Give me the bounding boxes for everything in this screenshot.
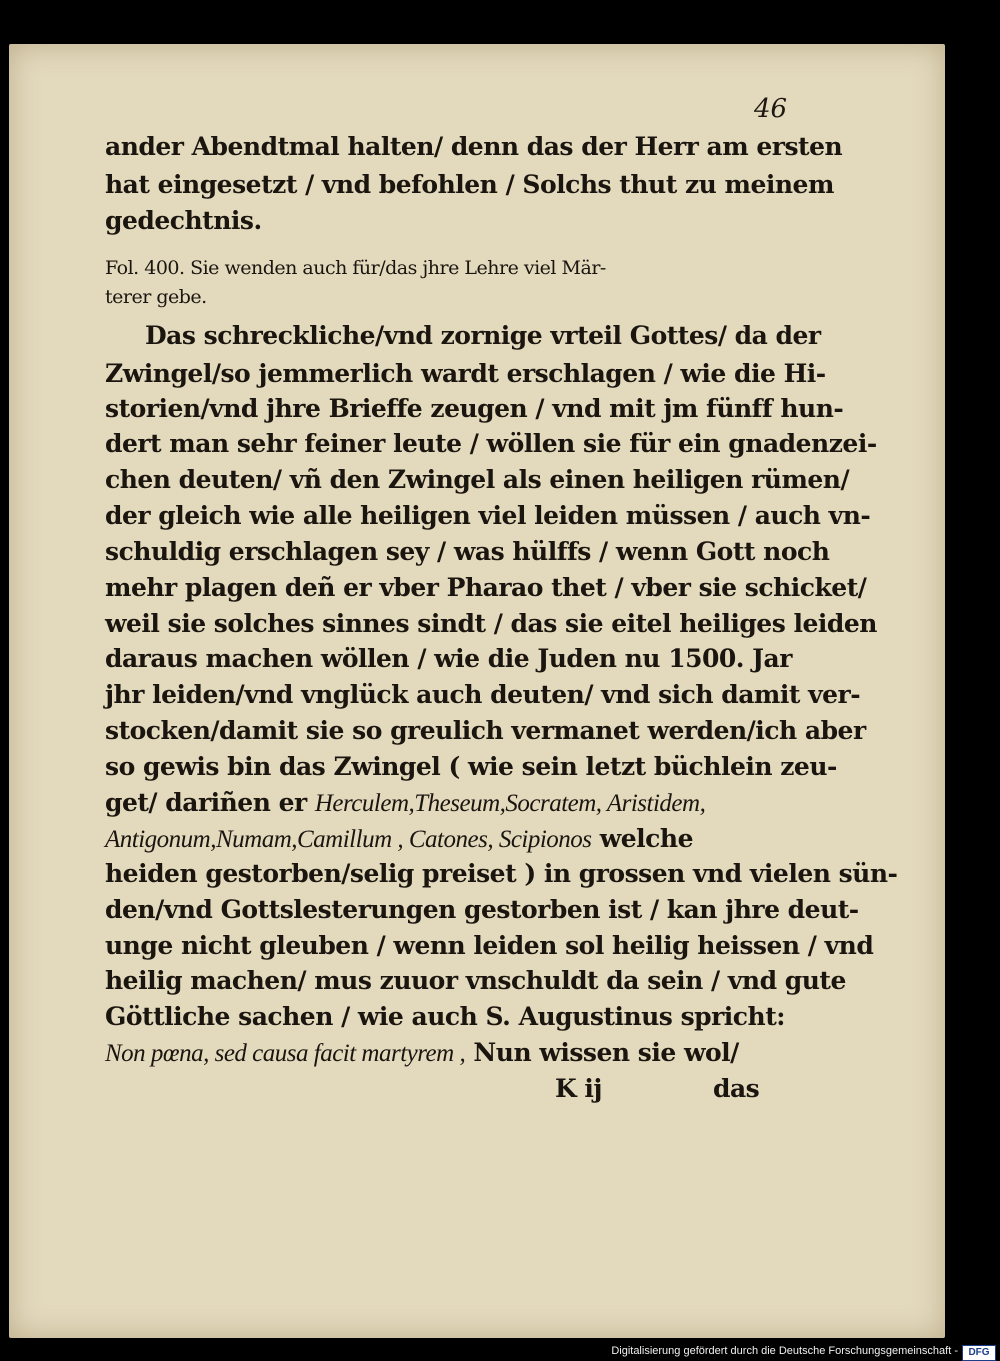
dfg-logo: DFG (962, 1345, 996, 1361)
text-line (105, 1038, 739, 1068)
text-segment: Nun wissen sie wol/ (465, 1038, 739, 1067)
text-line: den/vnd Gottslesterungen gestorben ist / kan jhre deut- (105, 895, 859, 924)
latin-names: Herculem,Theseum,Socratem, Aristidem, (314, 790, 706, 817)
text-line: gedechtnis. (105, 206, 262, 235)
catchword: das (713, 1074, 760, 1103)
text-segment: get/ dariñen er (105, 788, 315, 817)
text-line: hat eingesetzt / vnd befohlen / Solchs thut zu meinem (105, 170, 834, 199)
text-line: der gleich wie alle heiligen viel leiden müssen / auch vn- (105, 501, 871, 530)
scanned-page (9, 44, 945, 1338)
footer-bar (0, 1344, 1000, 1361)
page-number: 46 (754, 94, 788, 124)
text-line: dert man sehr feiner leute / wöllen sie für ein gnadenzei- (105, 429, 877, 458)
text-line: so gewis bin das Zwingel ( wie sein letzt büchlein zeu- (105, 752, 837, 781)
text-line: schuldig erschlagen sey / was hülffs / wenn Gott noch (105, 537, 830, 566)
text-line: weil sie solches sinnes sindt / das sie eitel heiliges leiden (105, 609, 877, 638)
text-line: ander Abendtmal halten/ denn das der Herr am ersten (105, 132, 843, 161)
text-line: Das schreckliche/vnd zornige vrteil Gottes/ da der (145, 321, 821, 350)
marginal-note-line: Fol. 400. Sie wenden auch für/das jhre Lehre viel Mär- (105, 257, 606, 279)
footer-credit: Digitalisierung gefördert durch die Deutsche Forschungsgemeinschaft - (611, 1345, 958, 1357)
text-line: mehr plagen deñ er vber Pharao thet / vber sie schicket/ (105, 573, 867, 602)
text-line (105, 788, 705, 818)
text-line: storien/vnd jhre Brieffe zeugen / vnd mit jm fünff hun- (105, 394, 844, 423)
text-line: Zwingel/so jemmerlich wardt erschlagen / wie die Hi- (105, 359, 826, 388)
latin-quote: Non pœna, sed causa facit martyrem , (105, 1040, 466, 1067)
text-line: heiden gestorben/selig preiset ) in grossen vnd vielen sün- (105, 859, 898, 888)
text-line: chen deuten/ vñ den Zwingel als einen heiligen rümen/ (105, 465, 850, 494)
text-line: Göttliche sachen / wie auch S. Augustinus spricht: (105, 1002, 785, 1031)
signature-mark: K ij (555, 1074, 602, 1103)
text-line: daraus machen wöllen / wie die Juden nu 1500. Jar (105, 644, 792, 673)
marginal-note-line: terer gebe. (105, 286, 207, 308)
text-line: jhr leiden/vnd vnglück auch deuten/ vnd sich damit ver- (105, 680, 861, 709)
text-line: stocken/damit sie so greulich vermanet werden/ich aber (105, 716, 866, 745)
text-segment: welche (591, 824, 693, 853)
latin-names: Antigonum,Numam,Camillum , Catones, Scipionos (105, 826, 592, 853)
text-line: unge nicht gleuben / wenn leiden sol heilig heissen / vnd (105, 931, 874, 960)
text-line (105, 824, 693, 854)
text-line: heilig machen/ mus zuuor vnschuldt da sein / vnd gute (105, 966, 846, 995)
